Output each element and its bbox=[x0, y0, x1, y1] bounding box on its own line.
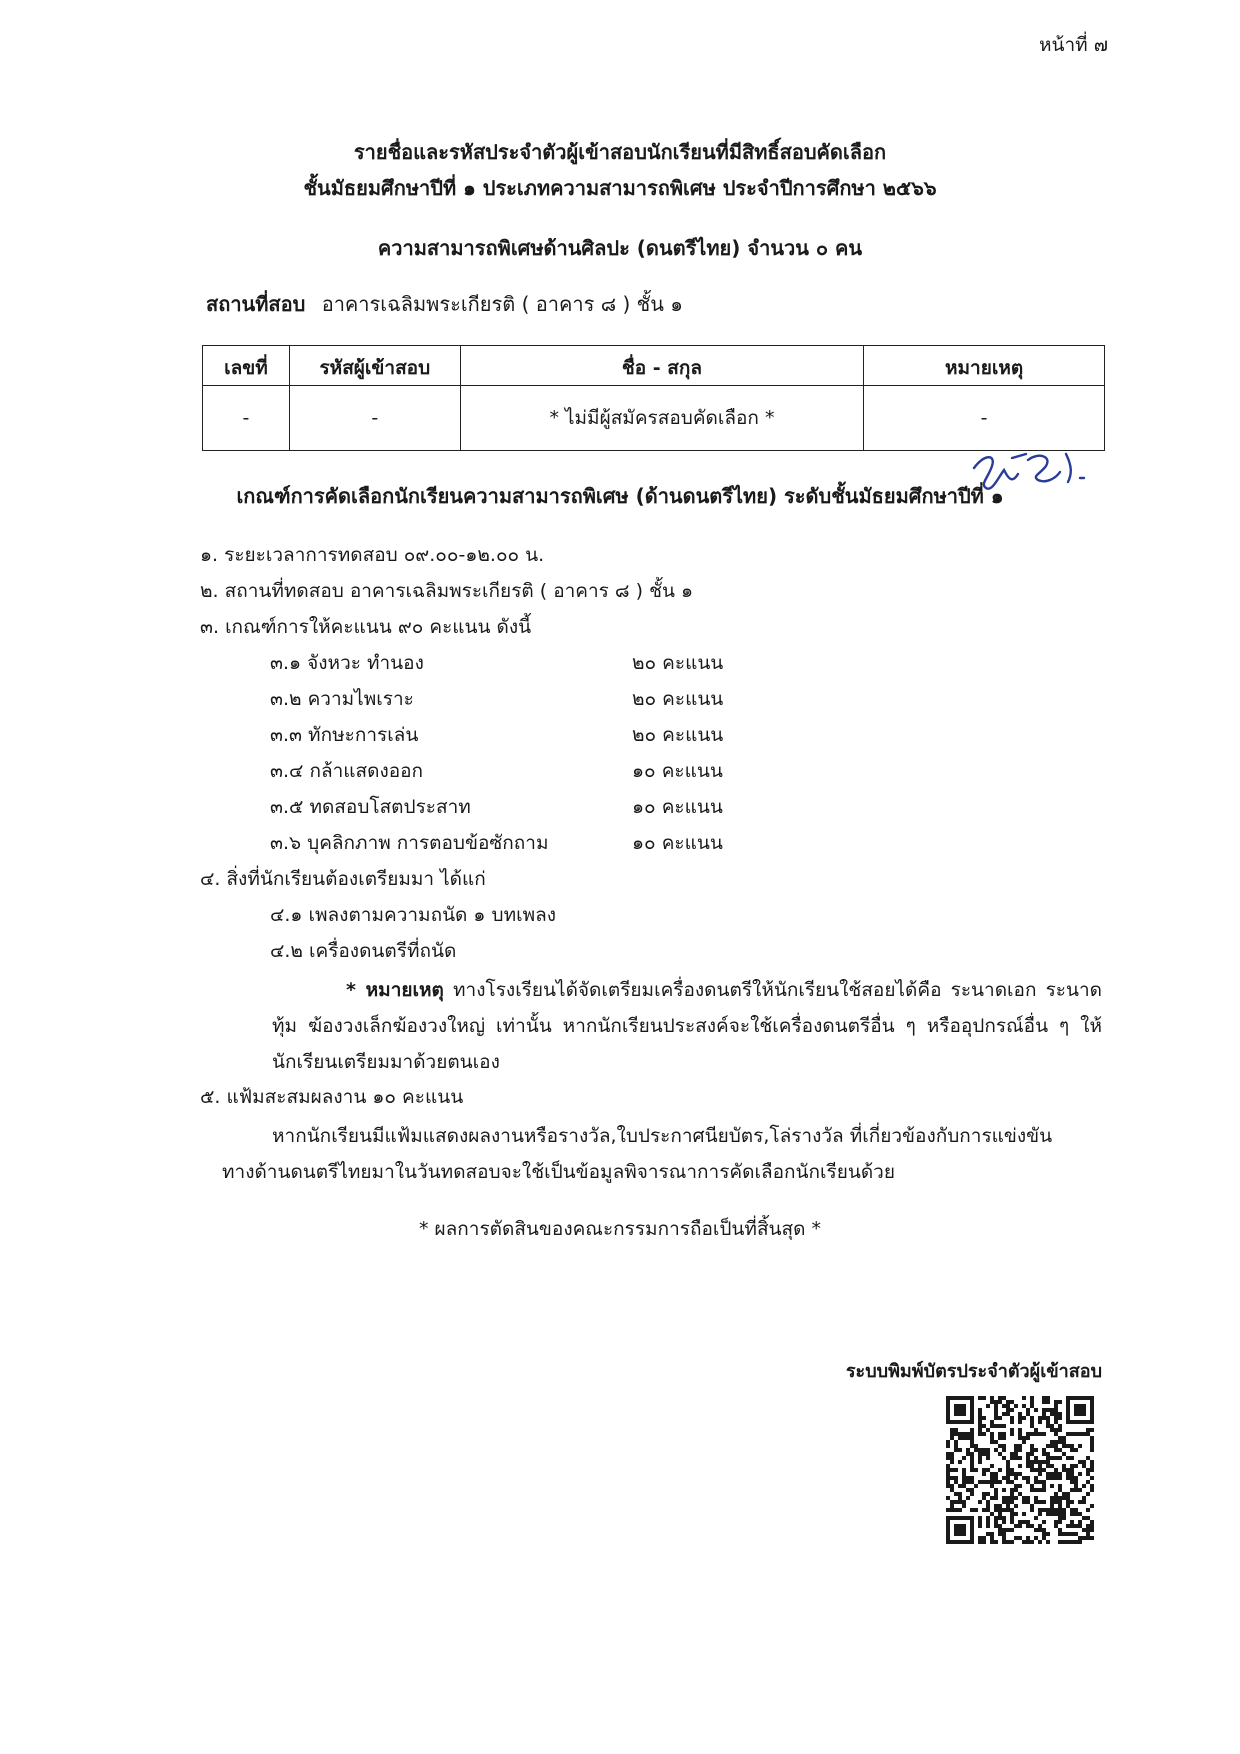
note-text: ทางโรงเรียนได้จัดเตรียมเครื่องดนตรีให้นักเรียนใช้สอยได้คือ ระนาดเอก ระนาดทุ้ม ฆ้องวงเล็กฆ้องวงใหญ่ เท่านั้น หากนักเรียนประสงค์จะใช้เครื่องดนตรีอื่น ๆ หรืออุปกรณ์อื่น ๆ ให้นักเรียนเตรียมมาด้วยตนเอง bbox=[272, 979, 1102, 1073]
score-item-label: ๓.๕ ทดสอบโสตประสาท bbox=[270, 796, 471, 818]
table-row bbox=[203, 386, 1105, 451]
criteria-title: เกณฑ์การคัดเลือกนักเรียนความสามารถพิเศษ (ด้านดนตรีไทย) ระดับชั้นมัธยมศึกษาปีที่ ๑ bbox=[236, 484, 1004, 508]
note-label: * หมายเหตุ bbox=[346, 979, 444, 1001]
category-title: ความสามารถพิเศษด้านศิลปะ (ดนตรีไทย) จำนวน ๐ คน bbox=[377, 236, 863, 260]
score-item-label: ๓.๑ จังหวะ ทำนอง bbox=[270, 652, 424, 674]
score-item-label: ๓.๖ บุคลิกภาพ การตอบข้อซักถาม bbox=[270, 832, 549, 854]
score-item-points: ๑๐ คะแนน bbox=[632, 760, 723, 782]
col-remark-header: หมายเหตุ bbox=[864, 346, 1105, 386]
document-title: รายชื่อและรหัสประจำตัวผู้เข้าสอบนักเรียนที่มีสิทธิ์สอบคัดเลือก bbox=[353, 140, 887, 164]
col-number-header: เลขที่ bbox=[203, 346, 290, 386]
score-item-label: ๓.๔ กล้าแสดงออก bbox=[270, 760, 424, 782]
prep-item: ๔.๒ เครื่องดนตรีที่ถนัด bbox=[270, 940, 457, 962]
cell-number: - bbox=[203, 386, 290, 451]
score-item-points: ๒๐ คะแนน bbox=[632, 688, 724, 710]
score-item-label: ๓.๒ ความไพเราะ bbox=[270, 688, 414, 710]
document-subtitle: ชั้นมัธยมศึกษาปีที่ ๑ ประเภทความสามารถพิเศษ ประจำปีการศึกษา ๒๕๖๖ bbox=[303, 176, 937, 200]
exam-venue-label: สถานที่สอบ bbox=[206, 292, 306, 316]
final-decision-note: * ผลการตัดสินของคณะกรรมการถือเป็นที่สิ้นสุด * bbox=[418, 1218, 822, 1240]
criteria-item-location: ๒. สถานที่ทดสอบ อาคารเฉลิมพระเกียรติ ( อาคาร ๘ ) ชั้น ๑ bbox=[200, 580, 694, 602]
criteria-item-portfolio: ๕. แฟ้มสะสมผลงาน ๑๐ คะแนน bbox=[200, 1086, 464, 1108]
criteria-item-preparation: ๔. สิ่งที่นักเรียนต้องเตรียมมา ได้แก่ bbox=[200, 868, 486, 890]
score-item-label: ๓.๓ ทักษะการเล่น bbox=[270, 724, 419, 746]
portfolio-line: หากนักเรียนมีแฟ้มแสดงผลงานหรือรางวัล,ใบประกาศนียบัตร,โล่รางวัล ที่เกี่ยวข้องกับการแข่งขัน bbox=[272, 1125, 1053, 1147]
prep-item: ๔.๑ เพลงตามความถนัด ๑ บทเพลง bbox=[270, 904, 557, 926]
col-id-header: รหัสผู้เข้าสอบ bbox=[289, 346, 460, 386]
criteria-item-scoring: ๓. เกณฑ์การให้คะแนน ๙๐ คะแนน ดังนี้ bbox=[200, 616, 532, 638]
score-item-points: ๒๐ คะแนน bbox=[632, 724, 724, 746]
portfolio-description bbox=[222, 1118, 1104, 1190]
system-label: ระบบพิมพ์บัตรประจำตัวผู้เข้าสอบ bbox=[845, 1361, 1102, 1382]
portfolio-line: ทางด้านดนตรีไทยมาในวันทดสอบจะใช้เป็นข้อมูลพิจารณาการคัดเลือกนักเรียนด้วย bbox=[222, 1161, 895, 1183]
instrument-note bbox=[272, 972, 1102, 1080]
score-item-points: ๑๐ คะแนน bbox=[632, 796, 723, 818]
exam-venue-value: อาคารเฉลิมพระเกียรติ ( อาคาร ๘ ) ชั้น ๑ bbox=[321, 292, 683, 316]
score-item-points: ๑๐ คะแนน bbox=[632, 832, 723, 854]
criteria-item-duration: ๑. ระยะเวลาการทดสอบ ๐๙.๐๐-๑๒.๐๐ น. bbox=[200, 544, 545, 566]
table-header-row bbox=[203, 346, 1105, 386]
qr-code bbox=[946, 1396, 1094, 1544]
cell-id: - bbox=[289, 386, 460, 451]
col-name-header: ชื่อ - สกุล bbox=[460, 346, 863, 386]
exam-venue bbox=[206, 288, 683, 320]
cell-name: * ไม่มีผู้สมัครสอบคัดเลือก * bbox=[460, 386, 863, 451]
page-number: หน้าที่ ๗ bbox=[1038, 34, 1108, 56]
candidate-table bbox=[202, 345, 1105, 451]
score-item-points: ๒๐ คะแนน bbox=[632, 652, 724, 674]
cell-remark: - bbox=[864, 386, 1105, 451]
